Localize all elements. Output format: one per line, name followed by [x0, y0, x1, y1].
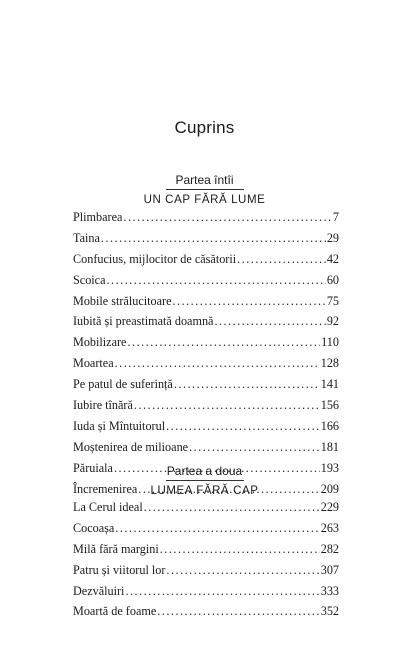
toc-entry-page: 7: [332, 210, 339, 224]
toc-entry[interactable]: [73, 584, 339, 605]
toc-entry-page: 209: [320, 481, 339, 496]
toc-entry-title: Moartea: [73, 356, 114, 371]
toc-entry-title: Moștenirea de milioane: [73, 439, 189, 454]
toc-entry[interactable]: [73, 521, 339, 542]
toc-entry[interactable]: [73, 294, 339, 315]
dot-leader: [237, 252, 326, 267]
toc-entry-page: 352: [320, 604, 339, 619]
toc-entry-title: Cocoașa: [73, 520, 115, 535]
dot-leader: [101, 231, 326, 246]
toc-entry-title: Mobilizare: [73, 335, 127, 350]
dot-leader: [134, 398, 320, 413]
toc-entry-title: Păruiala: [73, 460, 113, 475]
toc-entry-title: Patru și viitorul lor: [73, 562, 166, 577]
dot-leader: [107, 273, 326, 288]
toc-entry[interactable]: [73, 210, 339, 231]
toc-entry-page: 128: [320, 356, 339, 371]
part-one-label: Partea întîi: [175, 173, 234, 187]
dot-leader: [144, 500, 320, 515]
toc-entry-page: 92: [326, 314, 339, 329]
toc-entry[interactable]: [73, 419, 339, 440]
toc-entry-title: Pe patul de suferință: [73, 377, 173, 392]
part-one-heading: [0, 172, 409, 208]
toc-entry[interactable]: [73, 604, 339, 625]
toc-entry-page: 263: [320, 520, 339, 535]
dot-leader: [189, 440, 320, 455]
toc-entry[interactable]: [73, 398, 339, 419]
toc-entry-page: 75: [326, 293, 339, 308]
dot-leader: [160, 542, 320, 557]
toc-entry-page: 156: [320, 398, 339, 413]
dot-leader: [125, 584, 319, 599]
toc-entry-title: Confucius, mijlocitor de căsătorii: [73, 251, 237, 266]
toc-entry-title: Mobile strălucitoare: [73, 293, 172, 308]
toc-entry-page: 141: [320, 377, 339, 392]
toc-entry-title: La Cerul ideal: [73, 500, 143, 514]
toc-entry[interactable]: [73, 356, 339, 377]
toc-entry[interactable]: [73, 273, 339, 294]
dot-leader: [172, 294, 325, 309]
toc-entry-title: Iuda și Mîntuitorul: [73, 418, 166, 433]
toc-entry-page: 193: [320, 460, 339, 475]
dot-leader: [127, 335, 320, 350]
toc-entry-title: Moartă de foame: [73, 604, 157, 619]
dot-leader: [214, 314, 325, 329]
toc-entry[interactable]: [73, 231, 339, 252]
toc-entry-page: 60: [326, 272, 339, 287]
toc-entry-title: Iubită și preastimată doamnă: [73, 314, 214, 329]
toc-entry[interactable]: [73, 542, 339, 563]
dot-leader: [123, 210, 331, 225]
toc-entry-page: 42: [326, 251, 339, 266]
toc-entry-page: 29: [326, 230, 339, 245]
toc-entry-title: Dezvăluiri: [73, 583, 125, 598]
toc-entry-title: Scoica: [73, 272, 106, 287]
page-title: Cuprins: [174, 118, 235, 137]
dot-leader: [157, 604, 319, 619]
part-two-heading: [0, 460, 409, 499]
toc-entry-title: Plimbarea: [73, 210, 123, 224]
dot-leader: [166, 419, 320, 434]
toc-entry-page: 333: [320, 583, 339, 598]
toc-entry-title: Iubire tînără: [73, 398, 133, 413]
toc-entry-title: Încremenirea: [73, 481, 138, 496]
toc-entry[interactable]: [73, 440, 339, 461]
toc-entry-title: Milă fără margini: [73, 541, 159, 556]
part-one-contents: [73, 210, 339, 502]
toc-entry-page: 307: [320, 562, 339, 577]
toc-entry-page: 181: [320, 439, 339, 454]
dot-leader: [166, 563, 319, 578]
toc-entry[interactable]: [73, 377, 339, 398]
part-two-contents: [73, 500, 339, 625]
toc-entry-page: 229: [320, 500, 339, 514]
dot-leader: [115, 521, 319, 536]
part-two-name: LUMEA FĂRĂ CAP: [150, 485, 259, 497]
part-one-rule: [166, 189, 244, 190]
part-one-name: UN CAP FĂRĂ LUME: [143, 194, 266, 206]
toc-entry-page: 110: [321, 335, 339, 350]
dot-leader: [115, 356, 320, 371]
dot-leader: [174, 377, 320, 392]
toc-entry-page: 282: [320, 541, 339, 556]
toc-entry[interactable]: [73, 252, 339, 273]
part-two-label: Partea a doua: [166, 464, 243, 478]
toc-entry-title: Taina: [73, 230, 100, 245]
part-two-rule: [166, 480, 244, 481]
toc-entry[interactable]: [73, 335, 339, 356]
toc-entry[interactable]: [73, 563, 339, 584]
toc-entry-page: 166: [320, 418, 339, 433]
toc-entry[interactable]: [73, 314, 339, 335]
toc-entry[interactable]: [73, 500, 339, 521]
